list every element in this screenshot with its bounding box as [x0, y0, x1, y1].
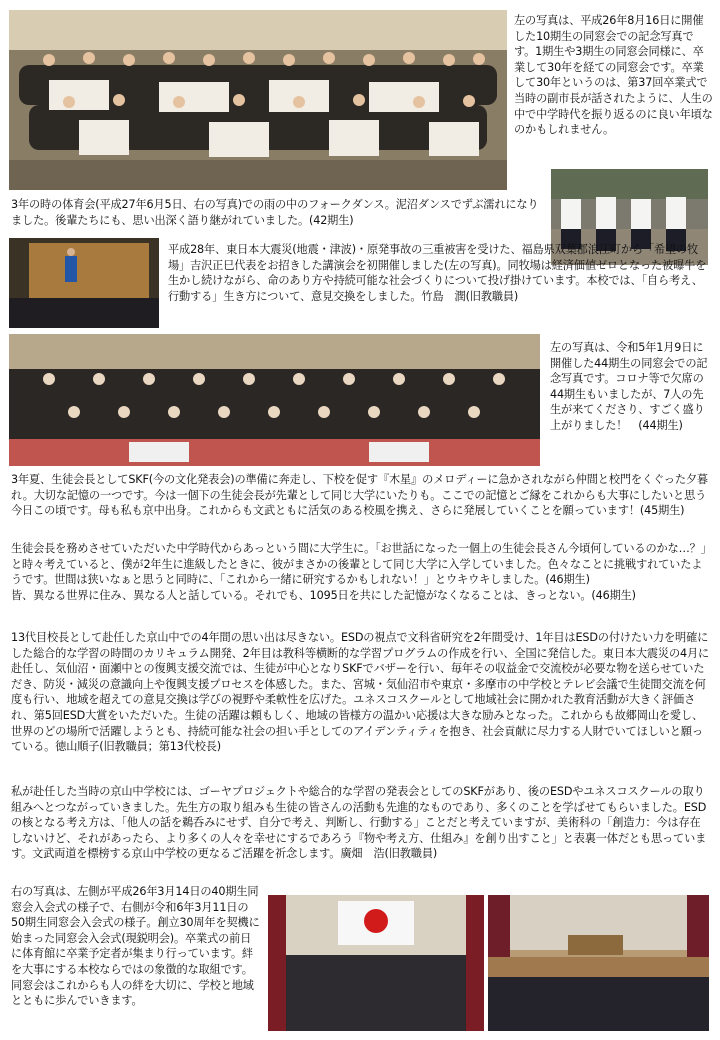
ceremony-40th-photo: [268, 895, 484, 1031]
president-46th-text: 生徒会長を務めさせていただいた中学時代からあっという間に大学生に。「お世話になった一個上の生徒会長さん今頃何しているのかな…？」と時々考えていると、僕が2年生に進級したときに、彼がまさかの後輩として同じ大学に入学していました。色々なことに挑戦すれていたようです。世間は狭いなぁと思うと同時に、「これから一緒に研究するかもしれない！」とウキウキしました。(46期生) 皆、異なる世界に住み、異なる人と話している。それでも、1095日を共にした記憶がなくなることは、きっとない。(46期生): [11, 541, 711, 603]
reunion-44th-text: 左の写真は、令和5年1月9日に開催した44期生の同窓会での記念写真です。コロナ等で欠席の44期生もいましたが、7人の先生が来てくださり、すごく盛り上がりました！ (44期生): [550, 341, 708, 432]
staff-esd-text: 私が赴任した当時の京山中学校には、ゴーヤプロジェクトや総合的な学習の発表会としてのSKFがあり、後のESDやユネスコスクールの取り組みへとつながっていきました。先生方の取り組みも生徒の皆さんの活動も先進的なものであり、多くのことを学ばせてもらいました。ESDの核となる考え方は、「他人の話を鵜呑みにせず、自分で考え、判断し、行動する」ことだと考えていますが、美術科の「創造力：今は存在しないけど、それがあったら、より多くの人々を幸せにするであろう『物や考え方、仕組み』を創り出すこと」と表裏一体だとも思っています。文武両道を標榜する京山中学校の更なるご活躍を祈念します。廣畑 浩(旧教職員): [11, 785, 707, 861]
lecture-photo: [9, 238, 159, 328]
folk-dance-text: 3年の時の体育会(平成27年6月5日、右の写真)での雨の中のフォークダンス。泥沼ダンスでずぶ濡れになりました。後輩たちにも、思い出深く語り継がれていました。(42期生): [11, 198, 539, 227]
skf-45th-text: 3年夏、生徒会長としてSKF(今の文化発表会)の準備に奔走し、下校を促す『木星』のメロディーに急かされながら仲間と校門をくぐった夕暮れ。大切な記憶の一つです。今は一個下の生徒会長が先輩として同じ大学にいたりも。ここでの記憶とご縁をこれからも大事にしたいと思う今日この頃です。母も私も京中出身。これからも文武ともに活気のある校風を携え、さらに発展していくことを願っています！(45期生): [11, 473, 708, 518]
principal-13th-text: 13代目校長として赴任した京山中での4年間の思い出は尽きない。ESDの視点で文科省研究を2年間受け、1年目はESDの付けたい力を明確にした総合的な学習の時間のカリキュラム開発、2年目は教科等横断的な学習プログラムの作成を行い、全国に発信した。東日本大震災の4月に赴任し、気仙沼・面瀬中との復興支援交流では、生徒が中心となりSKFでバザーを行い、毎年その収益金で交流校が必要な物を送らせていただき、防災・減災の意識向上や復興支援プロセスを体感した。また、宮城・気仙沼市や東京・多摩市の中学校とテレビ会議で生徒間交流を何度も行い、地域を超えての意見交換は学びの視野や柔軟性を広げた。ユネスコスクールとして地域社会に開かれた教育活動が大きく評価され、第5回ESD大賞をいただいた。生徒の活躍は頼もしく、地域の皆様方の温かい応援は大きな励みとなった。これからも故郷岡山を愛し、世界のどの場所で活躍しようとも、持続可能な社会の担い手としてのアイデンティティを抱き、社会貢献に尽力する人財でいてほしいと願っている。徳山順子(旧教職員；第13代校長): [11, 631, 710, 754]
memory-46th-text: 皆、異なる世界に住み、異なる人と話している。それでも、1095日を共にした記憶がなくなることは、きっとない。(46期生): [11, 588, 636, 602]
reunion-44th-photo: [9, 334, 540, 466]
ceremony-50th-photo: [488, 895, 709, 1031]
lecture-text: 平成28年、東日本大震災(地震・津波)・原発事故の三重被害を受けた、福島県双葉郡浪江町から「希望の牧場」吉沢正巳代表をお招きした講演会を初開催しました(左の写真)。同牧場は経済価値ゼロとなった被曝牛を生かし続けながら、命のあり方や持続可能な社会づくりについて投げ掛けています。本校では、「自ら考え、行動する」生き方について、意見交換をしました。竹島 潤(旧教職員): [168, 243, 707, 303]
ceremony-text: 右の写真は、左側が平成26年3月14日の40期生同窓会入会式の様子で、右側が令和6年3月11日の50期生同窓会入会式の様子。創立30周年を契機に始まった同窓会入会式(現鋭明会)。卒業式の前日に体育館に卒業予定者が集まり行っています。絆を大事にする本校ならではの象徴的な取組です。同窓会はこれからも人の絆を大切に、学校と地域とともに歩んでいきます。: [11, 885, 260, 1008]
reunion-10th-text: 左の写真は、平成26年8月16日に開催した10期生の同窓会での記念写真です。1期生や3期生の同窓会同様に、卒業して30年を経ての同窓会です。卒業して30年というのは、第37回卒業式で当時の副市長が話されたように、人生の中で中学時代を振り返るのに良い年頃なのかもしれません。: [514, 14, 713, 137]
reunion-10th-photo: [9, 10, 507, 190]
